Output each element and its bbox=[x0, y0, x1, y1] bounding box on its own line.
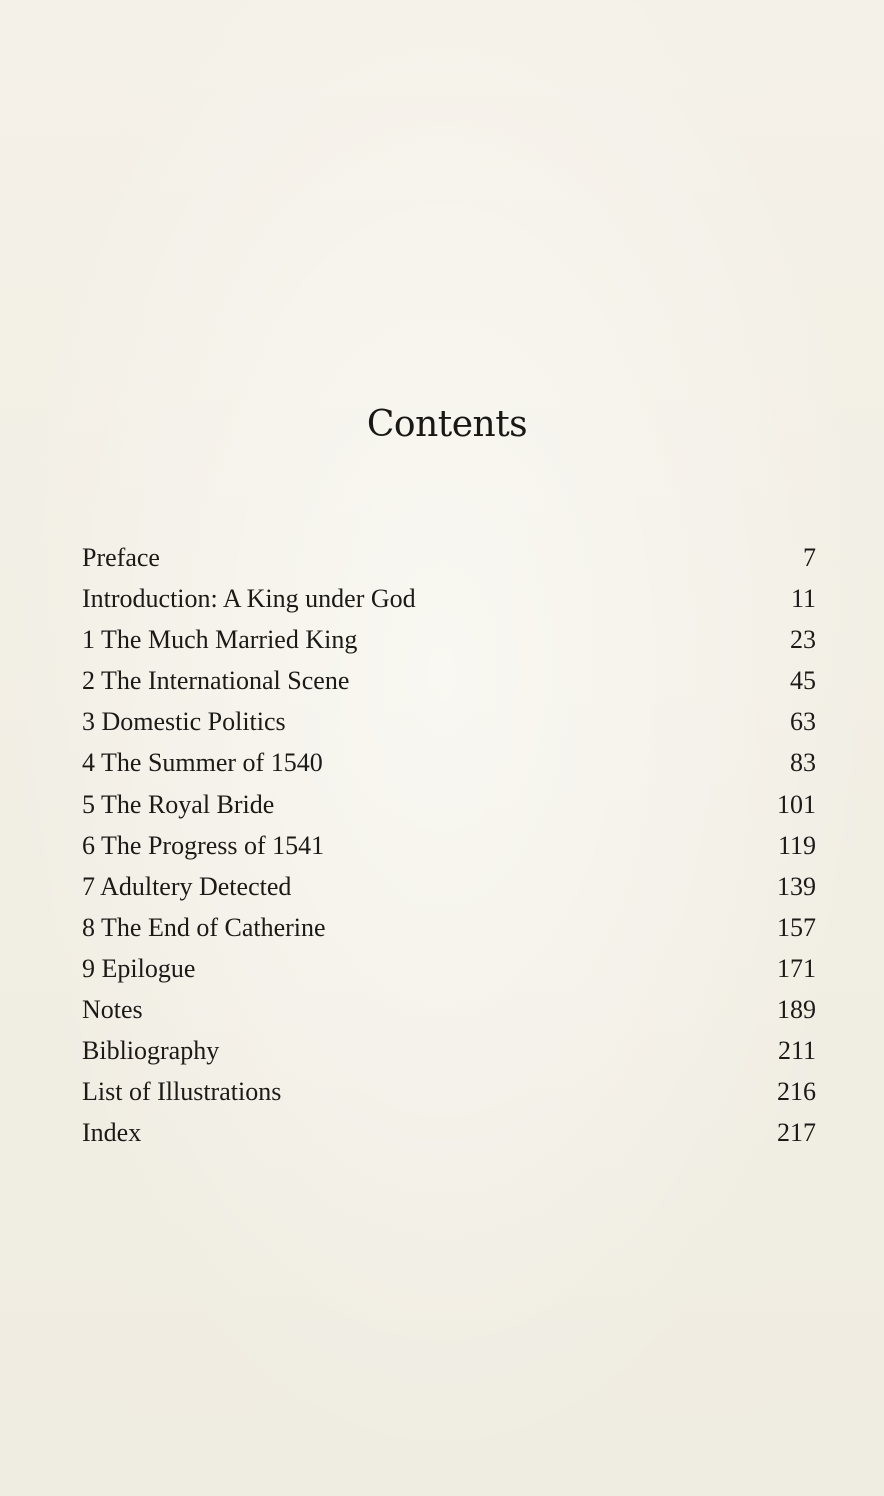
toc-entry-title: 4 The Summer of 1540 bbox=[82, 748, 323, 778]
toc-entry bbox=[82, 1030, 816, 1071]
toc-entry bbox=[82, 701, 816, 742]
toc-entry-page: 45 bbox=[790, 666, 816, 696]
toc-entry-page: 217 bbox=[777, 1118, 816, 1148]
toc-entry-title: 3 Domestic Politics bbox=[82, 707, 286, 737]
toc-entry bbox=[82, 866, 816, 907]
toc-entry-title: Preface bbox=[82, 543, 160, 572]
page-title: Contents bbox=[366, 404, 528, 445]
toc-entry-page: 139 bbox=[777, 871, 816, 901]
table-of-contents bbox=[82, 537, 816, 1153]
toc-entry-page: 216 bbox=[777, 1077, 816, 1107]
toc-entry bbox=[82, 1112, 816, 1153]
toc-entry-title: 5 The Royal Bride bbox=[82, 789, 275, 819]
toc-entry-page: 157 bbox=[777, 912, 816, 942]
toc-entry-title: Notes bbox=[82, 995, 143, 1025]
toc-entry-page: 7 bbox=[803, 543, 816, 572]
toc-entry-page: 171 bbox=[777, 953, 816, 983]
toc-entry bbox=[82, 948, 816, 989]
toc-entry bbox=[82, 742, 816, 783]
toc-entry-page: 63 bbox=[790, 707, 816, 737]
toc-entry-title: 1 The Much Married King bbox=[82, 625, 358, 655]
toc-entry bbox=[82, 825, 816, 866]
toc-entry bbox=[82, 989, 816, 1030]
toc-entry-title: Bibliography bbox=[82, 1036, 220, 1066]
toc-entry bbox=[82, 619, 816, 660]
toc-entry bbox=[82, 537, 816, 578]
toc-entry bbox=[82, 784, 816, 825]
toc-entry bbox=[82, 907, 816, 948]
toc-entry-title: List of Illustrations bbox=[82, 1077, 282, 1107]
toc-entry-title: Index bbox=[82, 1118, 142, 1148]
toc-entry-title: 6 The Progress of 1541 bbox=[82, 830, 325, 860]
toc-entry-page: 83 bbox=[790, 748, 816, 778]
toc-entry-title: 2 The International Scene bbox=[82, 666, 350, 696]
toc-entry-title: 9 Epilogue bbox=[82, 953, 196, 983]
toc-entry-title: 8 The End of Catherine bbox=[82, 912, 326, 942]
toc-entry bbox=[82, 578, 816, 619]
toc-entry-page: 119 bbox=[777, 830, 816, 860]
toc-entry-title: 7 Adultery Detected bbox=[82, 871, 292, 901]
toc-entry-page: 101 bbox=[777, 789, 816, 819]
toc-entry bbox=[82, 1071, 816, 1112]
toc-entry-page: 211 bbox=[777, 1036, 816, 1066]
toc-entry-title: Introduction: A King under God bbox=[82, 584, 416, 614]
toc-entry bbox=[82, 660, 816, 701]
toc-entry-page: 23 bbox=[790, 625, 816, 655]
toc-entry-page: 11 bbox=[790, 584, 816, 614]
toc-entry-page: 189 bbox=[777, 995, 816, 1025]
